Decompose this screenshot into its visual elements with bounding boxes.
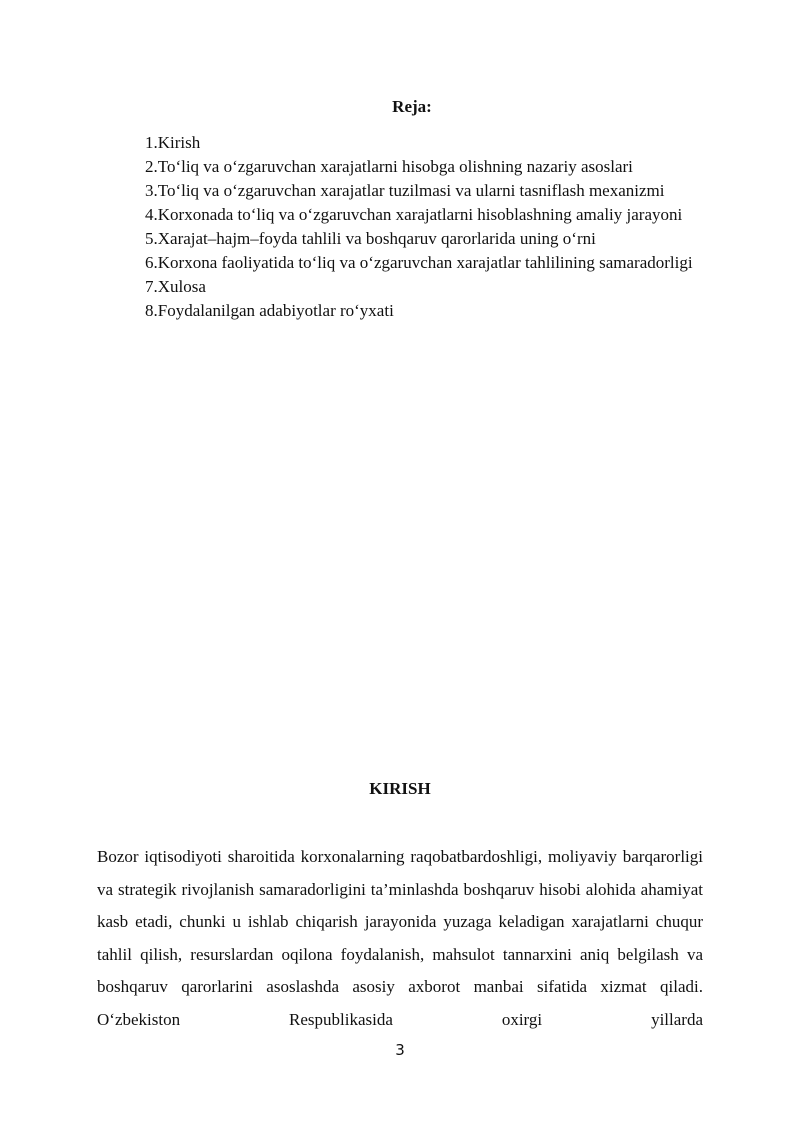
plan-item-7: 7.Xulosa	[145, 277, 206, 296]
plan-item-1: 1.Kirish	[145, 133, 201, 152]
page-number: 3	[395, 1041, 405, 1059]
plan-item-8: 8.Foydalanilgan adabiyotlar ro‘yxati	[145, 301, 394, 320]
plan-item-3: 3.To‘liq va o‘zgaruvchan xarajatlar tuzilmasi va ularni tasniflash mexanizmi	[145, 181, 665, 200]
plan-list	[145, 133, 703, 325]
plan-item-2: 2.To‘liq va o‘zgaruvchan xarajatlarni hisobga olishning nazariy asoslari	[145, 157, 633, 176]
introduction-paragraph: Bozor iqtisodiyoti sharoitida korxonalarning raqobatbardoshligi, moliyaviy barqarorligi va strategik rivojlanish samaradorligini ta’minlashda boshqaruv hisobi alohida ahamiyat kasb etadi, chunki u ishlab chiqarish jarayonida yuzaga keladigan xarajatlarni chuqur tahlil qilish, resurslardan oqilona foydalanish, mahsulot tannarxini aniq belgilash va boshqaruv qarorlarini asoslashda asosiy axborot manbai sifatida xizmat qiladi. O‘zbekiston Respublikasida oxirgi yillarda	[97, 847, 703, 1029]
plan-title: Reja:	[392, 97, 432, 116]
plan-item-5: 5.Xarajat–hajm–foyda tahlili va boshqaruv qarorlarida uning o‘rni	[145, 229, 596, 248]
plan-item-6: 6.Korxona faoliyatida to‘liq va o‘zgaruvchan xarajatlar tahlilining samaradorligi	[145, 253, 693, 272]
plan-item-4: 4.Korxonada to‘liq va o‘zgaruvchan xarajatlarni hisoblashning amaliy jarayoni	[145, 205, 683, 224]
introduction-title: KIRISH	[369, 779, 431, 798]
